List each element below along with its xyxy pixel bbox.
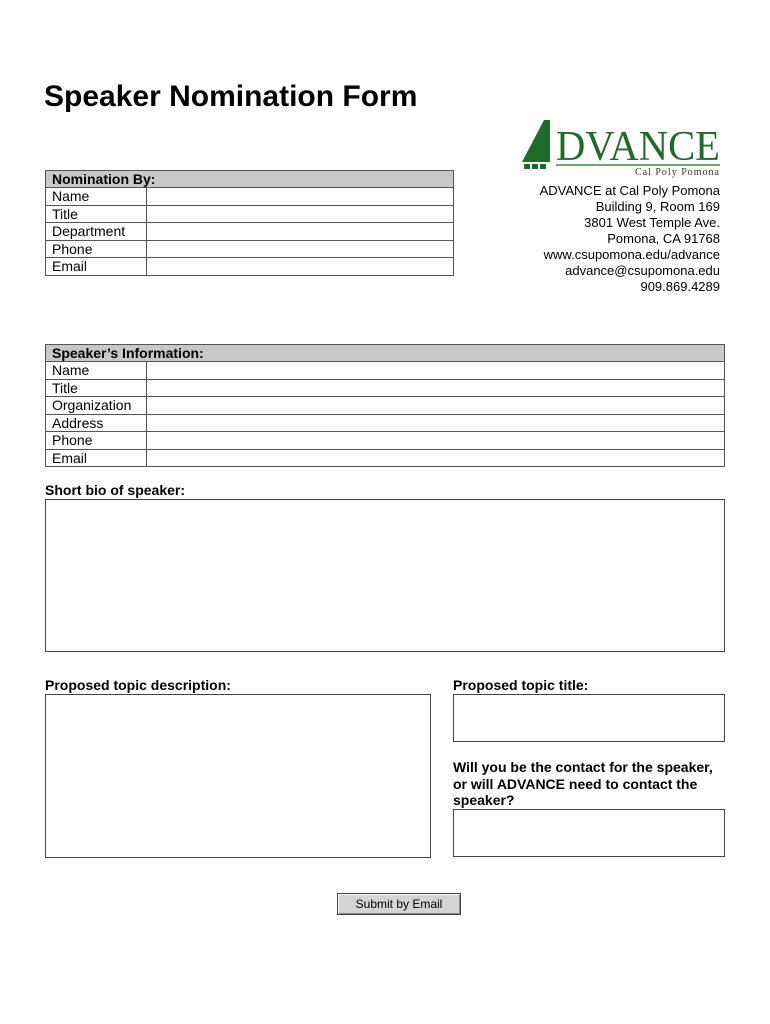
contact-block <box>540 183 720 295</box>
field-label: Email <box>46 449 147 467</box>
nominator-name-field[interactable] <box>147 189 453 205</box>
table-row <box>46 362 725 380</box>
nominator-table <box>45 170 454 276</box>
nominator-phone-field[interactable] <box>147 241 453 257</box>
speaker-heading: Speaker’s Information: <box>46 345 725 362</box>
field-label: Phone <box>46 432 147 450</box>
topic-title-label: Proposed topic title: <box>453 677 589 693</box>
logo-block <box>540 164 546 169</box>
contact-question <box>453 759 733 809</box>
field-label: Organization <box>46 397 147 415</box>
contact-website: www.csupomona.edu/advance <box>543 247 720 262</box>
speaker-email-field[interactable] <box>147 450 724 466</box>
bio-label: Short bio of speaker: <box>45 482 186 498</box>
topic-description-textarea[interactable] <box>45 694 431 858</box>
nominator-department-field[interactable] <box>147 224 453 240</box>
table-row <box>46 397 725 415</box>
contact-line: Pomona, CA 91768 <box>607 231 720 246</box>
contact-answer-textarea[interactable] <box>453 809 725 857</box>
field-label: Department <box>46 223 147 241</box>
logo-block <box>532 164 538 169</box>
nominator-title-field[interactable] <box>147 206 453 222</box>
field-label: Email <box>46 258 147 276</box>
field-label: Title <box>46 379 147 397</box>
topic-description-label: Proposed topic description: <box>45 677 231 693</box>
speaker-organization-field[interactable] <box>147 398 724 414</box>
nominator-email-field[interactable] <box>147 259 453 275</box>
speaker-phone-field[interactable] <box>147 433 724 449</box>
field-label: Name <box>46 188 147 206</box>
field-label: Address <box>46 414 147 432</box>
table-row <box>46 188 454 206</box>
table-row <box>46 223 454 241</box>
contact-question-line: speaker? <box>453 792 515 808</box>
contact-line: ADVANCE at Cal Poly Pomona <box>539 183 720 198</box>
field-label: Title <box>46 205 147 223</box>
logo-sublabel: Cal Poly Pomona <box>634 167 720 178</box>
table-row <box>46 432 725 450</box>
table-row <box>46 205 454 223</box>
table-row <box>46 240 454 258</box>
speaker-title-field[interactable] <box>147 380 724 396</box>
contact-phone: 909.869.4289 <box>640 279 720 294</box>
logo-triangle-mark <box>522 120 550 162</box>
table-row <box>46 379 725 397</box>
field-label: Name <box>46 362 147 380</box>
page-title: Speaker Nomination Form <box>44 80 418 113</box>
logo-block <box>524 164 530 169</box>
contact-question-line: Will you be the contact for the speaker, <box>453 759 713 775</box>
contact-line: 3801 West Temple Ave. <box>584 215 720 230</box>
table-row <box>46 449 725 467</box>
advance-logo <box>520 118 725 178</box>
contact-email: advance@csupomona.edu <box>565 263 720 278</box>
speaker-address-field[interactable] <box>147 415 724 431</box>
topic-title-textarea[interactable] <box>453 694 725 742</box>
field-label: Phone <box>46 240 147 258</box>
submit-by-email-button[interactable]: Submit by Email <box>337 893 461 915</box>
bio-textarea[interactable] <box>45 499 725 652</box>
speaker-name-field[interactable] <box>147 363 724 379</box>
table-row <box>46 258 454 276</box>
nominator-heading: Nomination By: <box>46 171 454 188</box>
logo-wordmark: DVANCE <box>556 124 720 170</box>
contact-question-line: or will ADVANCE need to contact the <box>453 775 698 792</box>
table-row <box>46 414 725 432</box>
contact-line: Building 9, Room 169 <box>595 199 720 214</box>
speaker-table <box>45 344 725 467</box>
